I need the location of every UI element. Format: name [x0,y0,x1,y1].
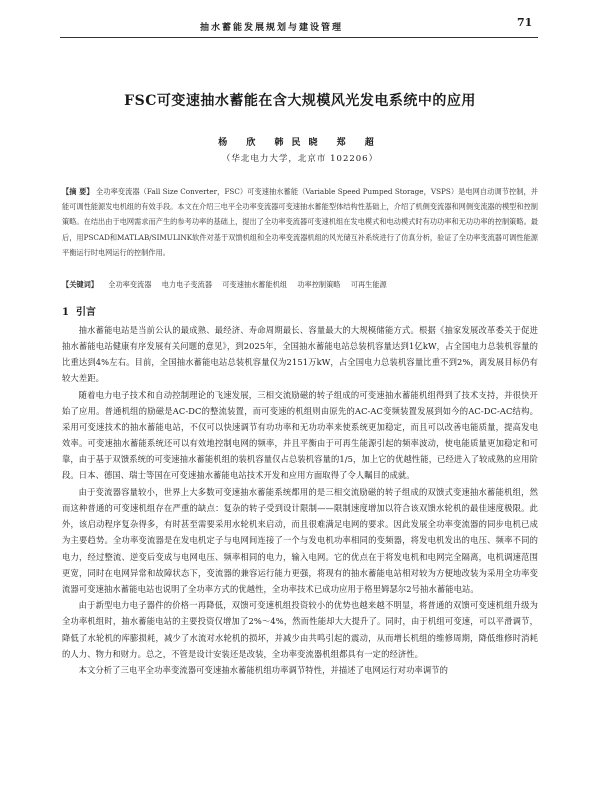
keyword: 可变速抽水蓄能机组 [222,280,288,289]
section-title: 引言 [75,307,96,318]
body-paragraph: 本文分析了三电平全功率变流器可变速抽水蓄能机组功率调节特性，并描述了电网运行对功率调节的 [78,665,449,676]
abstract-text: 全功率变流器（Fall Size Converter，FSC）可变速抽水蓄能（Variable Speed Pumped Storage，VSPS）是电网自动调节控制，并能可调性能源发电机组的有效手段。本文在介绍三电平全功率变流器可变速抽水蓄能型体结构性基础上，介绍了机侧变流器和网侧变流器的模型和控制策略。在结出由于电网需求而产生的参考功率的基础上，提出了全功率变流器可变速机组在发电模式和电动模式时有功功率和无功功率的控制策略。最后，用PSCAD和MATLAB/SIMULINK软件对基于双馈机组和全功率变流器机组的风光储互补系统进行了仿真分析，验证了全功率变流器可调性能源平衡运行时电网运行的控制作用。 [62,187,538,257]
page-number: 71 [517,16,533,29]
body-text [62,322,538,679]
body-paragraph: 随着电力电子技术和自动控制理论的飞速发展，三相交流励磁的转子组成的可变速抽水蓄能机组得到了技术支持，并很快开始了应用。普通机组的励磁是AC-DC的整流装置，而可变速的机组则由原先的AC-AC变频装置发展到如今的AC-DC-AC结构。采用可变速技术的抽水蓄能电站，不仅可以快速调节有功功率和无功功率来使系统更加稳定，而且可以改善电能质量，提高发电效率。可变速抽水蓄能系统还可以有效地控制电网的频率，并且平衡由于可再生能源引起的频率波动，使电能质量更加稳定和可靠，由于基于双馈系统的可变速抽水蓄能机组的装机容量仅占总装机容量的1/5，加上它的优越性能，已经进入了较成熟的应用阶段。日本、德国、瑞士等国在可变速抽水蓄能电站技术开发和应用方面取得了令人瞩目的成就。 [62,389,538,481]
keyword: 功率控制策略 [297,280,341,289]
paper-title: FSC可变速抽水蓄能在含大规模风光发电系统中的应用 [124,93,476,109]
author-list [0,135,600,148]
section-heading [62,303,96,318]
affiliation: （华北电力大学，北京市 102206） [221,154,379,164]
body-paragraph: 由于变流器容量较小，世界上大多数可变速抽水蓄能系统都用的是三相交流励磁的转子组成的双馈式变速抽水蓄能机组，然而这种普通的可变速机组存在严重的缺点：复杂的转子受到设计限制——限制速度增加以符合该双馈水轮机的最佳速度极限。此外，该启动程序复杂得多，有时甚至需要采用水轮机来启动，而且很难满足电网的要求。因此发展全功率变流器的同步电机已成为主要趋势。全功率变流器是在发电机定子与电网间连接了一个与发电机功率相同的变频器，将发电机发出的电压、频率不同的电力，经过整流、逆变后变成与电网电压、频率相同的电力，输入电网。它的优点在于将发电机和电网完全隔离，电机调速范围更宽，同时在电网异常和故障状态下，变流器的兼容运行能力更强，将现有的抽水蓄能电站相对较为方便地改装为采用全功率变流器可变速抽水蓄能电站也说明了全功率方式的优越性，全功率技术已成功应用于格里姆瑟尔2号抽水蓄能电站。 [62,487,538,594]
author-name: 杨 欣 [218,138,264,148]
body-paragraph: 抽水蓄能电站是当前公认的最成熟、最经济、寿命周期最长、容量最大的大规模储能方式。根据《抽家发展改革委关于促进抽水蓄能电站健康有序发展有关问题的意见》，到2025年，全国抽水蓄能电站总装机容量达到1亿kW，占全国电力总装机容量的比重达到4%左右。目前，全国抽水蓄能电站总装机容量仅为2151万kW，占全国电力总装机容量比重不到2%，离发展目标仍有较大差距。 [62,325,538,384]
keyword: 全功率变流器 [108,280,152,289]
header-rule [60,37,538,38]
body-paragraph: 由于新型电力电子器件的价格一再降低，双馈可变速机组投资较小的优势也越来越不明显，将普通的双馈可变速机组升级为全功率机组时，抽水蓄能电站的主要投资仅增加了2%～4%，然而性能却大大提升了。同时，由于机组可变速，可以平滑调节，降低了水轮机的库膨损耗，减少了水流对水轮机的损坏，并减少由共鸣引起的震动，从而增长机组的维修周期，降低维修时消耗的人力、物力和财力。总之，不管是设计安装还是改装，全功率变流器机组都具有一定的经济性。 [62,600,538,659]
author-name: 郑 超 [336,138,382,148]
author-name: 韩民晓 [274,138,326,148]
keyword: 可再生能源 [350,280,387,289]
keywords-label: 【关键词】 [62,280,98,289]
section-number: 1 [62,307,69,318]
running-head: 抽水蓄能发展规划与建设管理 [200,23,344,33]
keywords [62,279,538,291]
abstract [62,184,538,260]
abstract-label: 【摘 要】 [62,187,94,196]
keyword: 电力电子变流器 [161,280,213,289]
